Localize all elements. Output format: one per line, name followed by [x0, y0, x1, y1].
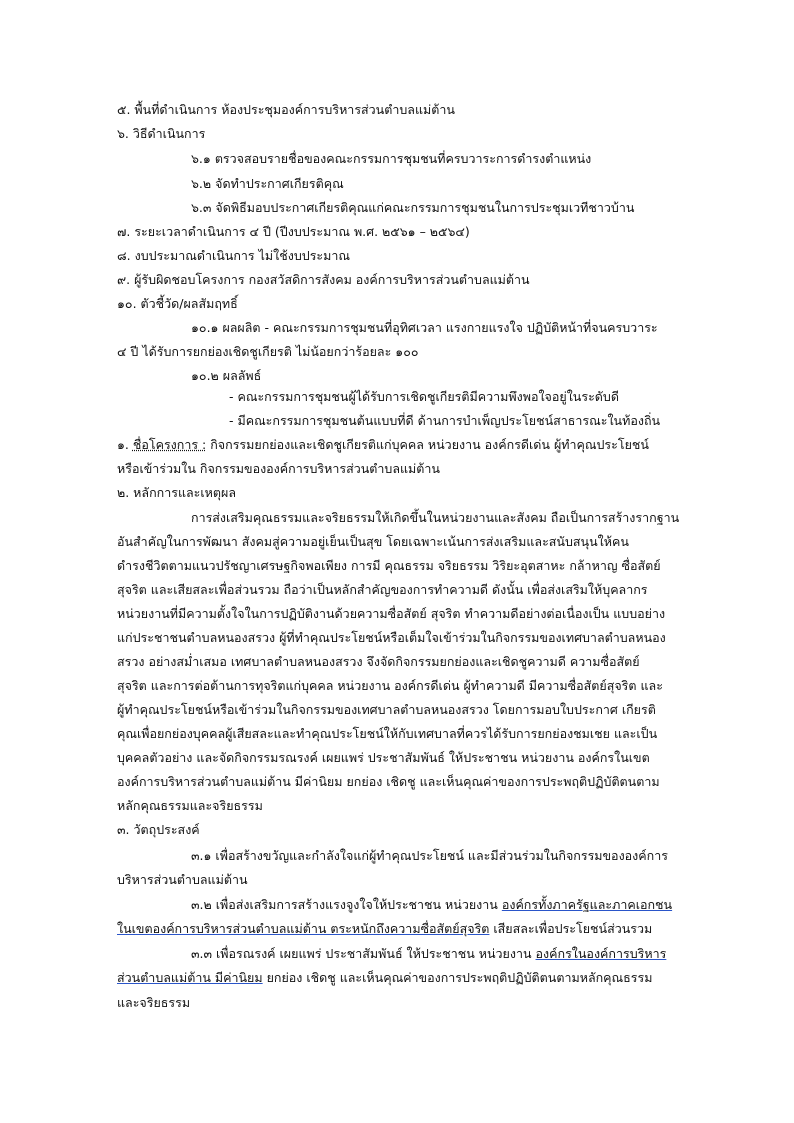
objective-3-1: ๓.๑ เพื่อสร้างขวัญและกำลังใจแก่ผู้ทำคุณประโยชน์ และมีส่วนร่วมในกิจกรรมขององค์การ: [191, 848, 668, 863]
step-6-1: ๖.๑ ตรวจสอบรายชื่อของคณะกรรมการชุมชนที่ครบวาระการดำรงตำแหน่ง: [191, 151, 592, 166]
rationale-line-5: หน่วยงานที่มีความตั้งใจในการปฏิบัติงานด้วยความซื่อสัตย์ สุจริต ทำความดีอย่างต่อเนื่องเป็น แบบอย่าง: [117, 606, 666, 621]
section-9-responsible: ๙. ผู้รับผิดชอบโครงการ กองสวัสดิการสังคม องค์การบริหารส่วนตำบลแม่ต้าน: [117, 272, 530, 287]
project-name-cont: หรือเข้าร่วมใน กิจกรรมขององค์การบริหารส่วนตำบลแม่ต้าน: [117, 461, 440, 476]
indicator-10-2: ๑๐.๒ ผลลัพธ์: [191, 368, 262, 383]
section-5-area: ๕. พื้นที่ดำเนินการ ห้องประชุมองค์การบริหารส่วนตำบลแม่ต้าน: [117, 102, 455, 117]
objective-3-3-text: ๓.๓ เพื่อรณรงค์ เผยแพร่ ประชาสัมพันธ์ ให้ประชาชน หน่วยงาน: [191, 946, 536, 961]
step-6-2: ๖.๒ จัดทำประกาศเกียรติคุณ: [191, 176, 344, 191]
objective-3-3-end: และจริยธรรม: [117, 995, 191, 1010]
rationale-line-7: สรวง อย่างสม่ำเสมอ เทศบาลตำบลหนองสรวง จึงจัดกิจกรรมยกย่องและเชิดชูความดี ความซื่อสัตย์: [117, 654, 640, 669]
objective-3-3-cont-text: ยกย่อง เชิดชู และเห็นคุณค่าของการประพฤติปฏิบัติตนตามหลักคุณธรรม: [262, 970, 653, 985]
section-7-duration: ๗. ระยะเวลาดำเนินการ ๔ ปี (ปีงบประมาณ พ.ศ. ๒๕๖๑ – ๒๕๖๔): [117, 224, 470, 239]
rationale-line-3: ดำรงชีวิตตามแนวปรัชญาเศรษฐกิจพอเพียง การมี คุณธรรม จริยธรรม วิริยะอุตสาหะ กล้าหาญ ซื่อสัตย์: [117, 558, 661, 573]
objective-3-3-underlined: องค์กรในองค์การบริหาร: [535, 946, 667, 961]
section-10-heading: ๑๐. ตัวชี้วัด/ผลสัมฤทธิ์: [117, 296, 238, 311]
indicator-10-1: ๑๐.๑ ผลผลิต - คณะกรรมการชุมชนที่อุทิศเวลา แรงกายแรงใจ ปฏิบัติหน้าที่จนครบวาระ: [191, 320, 658, 335]
objective-3-1-cont: บริหารส่วนตำบลแม่ต้าน: [117, 872, 248, 887]
rationale-line-12: องค์การบริหารส่วนตำบลแม่ต้าน มีค่านิยม ยกย่อง เชิดชู และเห็นคุณค่าของการประพฤติปฏิบัติตนตาม: [117, 774, 660, 789]
section-8-budget: ๘. งบประมาณดำเนินการ ไม่ใช้งบประมาณ: [117, 248, 350, 263]
outcome-bullet-1: - คณะกรรมการชุมชนผู้ได้รับการเชิดชูเกียรติมีความพึงพอใจอยู่ในระดับดี: [229, 389, 619, 404]
project-number: ๑.: [117, 437, 133, 452]
objective-3-3: [191, 944, 666, 964]
rationale-line-13: หลักคุณธรรมและจริยธรรม: [117, 798, 263, 813]
objective-3-2-underlined: องค์กรทั้งภาครัฐและภาคเอกชน: [501, 897, 673, 912]
section-6-heading: ๖. วิธีดำเนินการ: [117, 126, 206, 141]
rationale-line-11: บุคคลตัวอย่าง และจัดกิจกรรมรณรงค์ เผยแพร่ ประชาสัมพันธ์ ให้ประชาชน หน่วยงาน องค์กรในเขต: [117, 750, 650, 765]
objective-3-2-cont-underlined: ในเขตองค์การบริหารส่วนตำบลแม่ต้าน ตระหนักถึงความซื่อสัตย์สุจริต: [117, 921, 490, 936]
section-3-heading: ๓. วัตถุประสงค์: [117, 822, 200, 837]
rationale-line-4: สุจริต และเสียสละเพื่อส่วนรวม ถือว่าเป็นหลักสำคัญของการทำความดี ดังนั้น เพื่อส่งเสริมให้บุคลากร: [117, 582, 648, 597]
rationale-line-1: การส่งเสริมคุณธรรมและจริยธรรมให้เกิดขึ้นในหน่วยงานและสังคม ถือเป็นการสร้างรากฐาน: [191, 510, 680, 525]
section-2-heading: ๒. หลักการและเหตุผล: [117, 485, 237, 500]
rationale-line-8: สุจริต และการต่อต้านการทุจริตแก่บุคคล หน่วยงาน องค์กรดีเด่น ผู้ทำความดี มีความซื่อสัตย์สุจริต และ: [117, 678, 663, 693]
project-name-line: [117, 435, 649, 455]
project-name-text: กิจกรรมยกย่องและเชิดชูเกียรติแก่บุคคล หน่วยงาน องค์กรดีเด่น ผู้ทำคุณประโยชน์: [206, 437, 649, 452]
project-name-label: ชื่อโครงการ :: [132, 437, 207, 452]
objective-3-2-cont-text: เสียสละเพื่อประโยชน์ส่วนรวม: [489, 921, 653, 936]
objective-3-3-cont: [117, 968, 652, 988]
objective-3-2-cont: [117, 919, 652, 939]
indicator-10-1-cont: ๔ ปี ได้รับการยกย่องเชิดชูเกียรติ ไม่น้อยกว่าร้อยละ ๑๐๐: [117, 344, 419, 359]
rationale-line-6: แก่ประชาชนตำบลหนองสรวง ผู้ที่ทำคุณประโยชน์หรือเต็มใจเข้าร่วมในกิจกรรมของเทศบาลตำบลหนอง: [117, 630, 666, 645]
objective-3-2-text: ๓.๒ เพื่อส่งเสริมการสร้างแรงจูงใจให้ประชาชน หน่วยงาน: [191, 897, 502, 912]
objective-3-2: [191, 895, 672, 915]
rationale-line-9: ผู้ทำคุณประโยชน์หรือเข้าร่วมในกิจกรรมของเทศบาลตำบลหนองสรวง โดยการมอบใบประกาศ เกียรติ: [117, 702, 656, 717]
outcome-bullet-2: - มีคณะกรรมการชุมชนต้นแบบที่ดี ด้านการบำเพ็ญประโยชน์สาธารณะในท้องถิ่น: [229, 413, 661, 428]
rationale-line-2: อันสำคัญในการพัฒนา สังคมสู่ความอยู่เย็นเป็นสุข โดยเฉพาะเน้นการส่งเสริมและสนับสนุนให้คน: [117, 534, 629, 549]
step-6-3: ๖.๓ จัดพิธีมอบประกาศเกียรติคุณแก่คณะกรรมการชุมชนในการประชุมเวทีชาวบ้าน: [191, 200, 635, 215]
rationale-line-10: คุณเพื่อยกย่องบุคคลผู้เสียสละและทำคุณประโยชน์ให้กับเทศบาลที่ควรได้รับการยกย่องชมเชย และเป็น: [117, 726, 658, 741]
objective-3-3-cont-underlined: ส่วนตำบลแม่ต้าน มีค่านิยม: [117, 970, 263, 985]
